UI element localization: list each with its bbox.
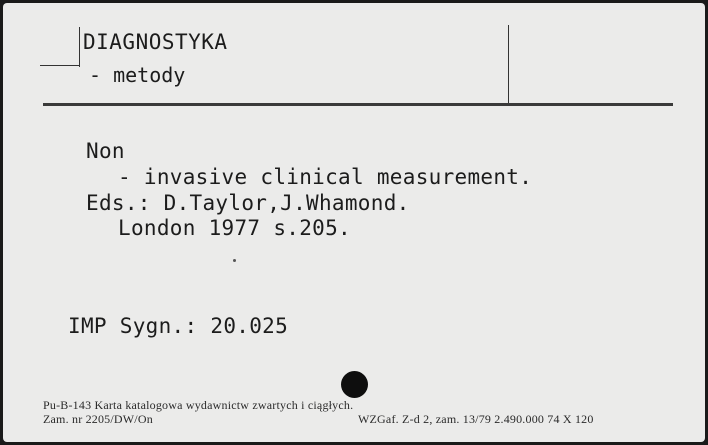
- imprint-line: London 1977 s.205.: [118, 216, 351, 240]
- title-line-2: - invasive clinical measurement.: [118, 165, 533, 189]
- footer-order-line: Zam. nr 2205/DW/On: [43, 412, 153, 426]
- title-line-1: Non: [86, 139, 125, 163]
- footer-form-line: Pu-B-143 Karta katalogowa wydawnictw zwartych i ciągłych.: [43, 398, 354, 412]
- subject-heading: DIAGNOSTYKA: [83, 30, 228, 54]
- subject-subheading: - metody: [89, 63, 186, 87]
- catalog-card: [3, 3, 705, 442]
- corner-tick-horizontal: [40, 65, 80, 66]
- column-divider: [508, 25, 509, 103]
- call-number-line: IMP Sygn.: 20.025: [68, 314, 289, 338]
- corner-tick-vertical: [79, 27, 80, 67]
- punch-hole: [341, 371, 368, 398]
- footer-printer-line: WZGaf. Z-d 2, zam. 13/79 2.490.000 74 X 120: [358, 412, 594, 426]
- ink-dot: [233, 259, 236, 262]
- editors-line: Eds.: D.Taylor,J.Whamond.: [86, 191, 410, 215]
- heading-rule: [43, 103, 673, 106]
